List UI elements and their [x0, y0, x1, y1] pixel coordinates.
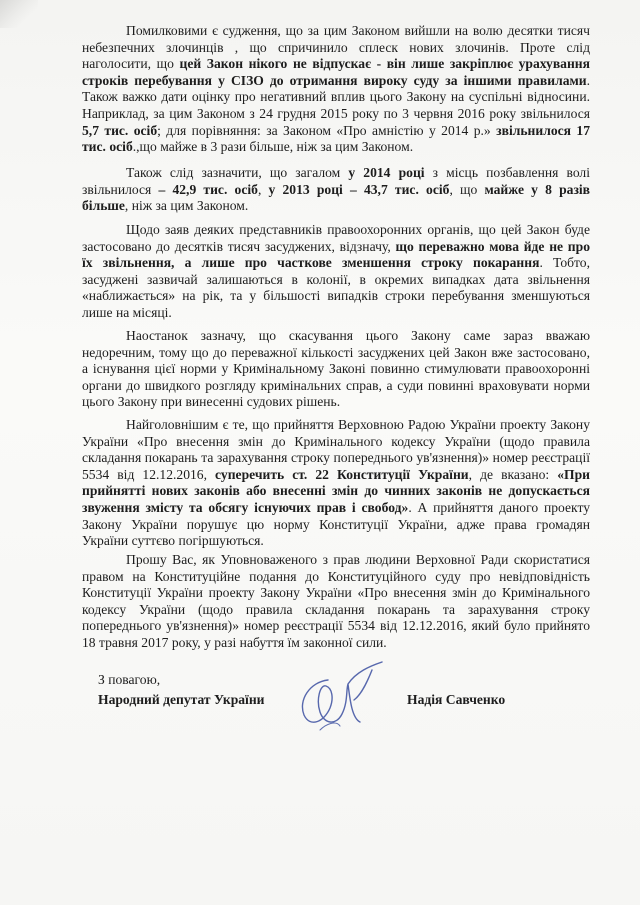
- text-line: цього Закону при винесенні судових рішень.: [82, 394, 341, 410]
- signer-name: Надія Савченко: [407, 692, 506, 707]
- closing-text: З повагою,: [98, 672, 161, 687]
- text-line: України суттєво погіршуються.: [82, 533, 264, 549]
- text-line: Закону України порушує цю норму Конституції України, адже права громадян: [82, 516, 590, 532]
- text-line: Конституції України проекту Закону України «Про внесення змін до Кримінального: [82, 585, 590, 601]
- text-line: а існування цієї норми у Кримінальному Законі повинно стимулювати правоохоронні: [82, 361, 590, 377]
- text-line: Також важко дати оцінку про негативний вплив цього Закону на суспільні відносини.: [82, 89, 590, 105]
- paragraph-6: [82, 552, 590, 652]
- text-line: правом на Конституційне подання до Конституційного суду про невідповідність: [82, 568, 590, 584]
- text-line: засуджені зазвичай залишаються в колонії, в окремих випадках дата звільнення: [82, 271, 590, 287]
- text-line: Наприклад, за цим Законом з 24 грудня 2015 року по 3 червня 2016 року звільнилося: [82, 105, 590, 121]
- text-line: наголосити, що цей Закон нікого не відпускає - він лише закріплює урахування: [82, 56, 590, 72]
- paragraph-5: [82, 417, 590, 550]
- text-line: Прошу Вас, як Уповноваженого з прав людини Верховної Ради скористатися: [126, 552, 590, 567]
- text-line: «наближається» на рік, та у більшості випадків строки перебування зменшуються: [82, 288, 590, 304]
- text-line: лише на місяці.: [82, 304, 172, 320]
- text-line: складання покарань та зарахування строку попереднього ув'язнення)» номер реєстрації: [82, 450, 590, 466]
- text-line: їх звільнення, а лише про часткове зменшення строку покарання. Тобто,: [82, 255, 590, 271]
- paragraph-3: [82, 222, 590, 322]
- text-line: звільнилося – 42,9 тис. осіб, у 2013 році – 43,7 тис. осіб, що майже у 8 разів: [82, 181, 591, 197]
- text-line: Також слід зазначити, що загалом у 2014 році з місць позбавлення волі: [126, 165, 590, 180]
- text-line: 18 травня 2017 року, у разі набуття їм законної сили.: [82, 634, 387, 650]
- text-line: застосовано до десятків тисяч засуджених, відзначу, що переважно мова йде не про: [82, 238, 590, 254]
- paragraph-2: [82, 165, 590, 215]
- text-line: Наостанок зазначу, що скасування цього Закону саме зараз вважаю: [126, 328, 590, 343]
- paragraph-4: [82, 328, 590, 411]
- text-line: попереднього ув'язнення)» номер реєстрації 5534 від 12.12.2016, який було прийнято: [82, 618, 590, 634]
- text-line: Помилковими є судження, що за цим Законом вийшли на волю десятки тисяч: [126, 23, 590, 38]
- paragraph-1: [82, 23, 590, 156]
- text-line: більше, ніж за цим Законом.: [82, 198, 249, 214]
- text-line: 5534 від 12.12.2016, суперечить ст. 22 Конституції України, де вказано: «При: [82, 466, 590, 482]
- page-corner-fold: [0, 0, 38, 28]
- text-line: 5,7 тис. осіб; для порівняння: за Законом «Про амністію у 2014 р.» звільнилося 17: [82, 122, 590, 138]
- text-line: прийнятті нових законів або внесенні змін до чинних законів не допускається: [82, 483, 590, 499]
- text-line: строків перебування у СІЗО до отримання вироку суду за іншими правилами.: [82, 72, 590, 88]
- text-line: звуження змісту та обсягу існуючих прав і свобод». А прийняття даного проекту: [82, 499, 590, 515]
- text-line: кодексу України (щодо правила складання покарань та зарахування строку: [82, 601, 590, 617]
- text-line: Найголовнішим є те, що прийняття Верховною Радою України проекту Закону: [126, 417, 590, 432]
- text-line: органи до швидкого розгляду кримінальних справ, а суди повинні враховувати норми: [82, 377, 590, 393]
- text-line: небезпечних злочинців , що спричинило сплеск нових злочинів. Проте слід: [82, 39, 590, 55]
- text-line: тис. осіб.,що майже в 3 рази більше, ніж за цим Законом.: [82, 139, 414, 155]
- text-line: Щодо заяв деяких представників правоохоронних органів, що цей Закон буде: [126, 222, 590, 237]
- signer-position: Народний депутат України: [98, 692, 265, 707]
- handwritten-signature: [290, 660, 390, 740]
- text-line: України «Про внесення змін до Кримінального кодексу України (щодо правила: [82, 433, 590, 449]
- text-line: недоречним, тому що до переважної кількості засуджених цей Закон вже застосовано,: [82, 344, 590, 360]
